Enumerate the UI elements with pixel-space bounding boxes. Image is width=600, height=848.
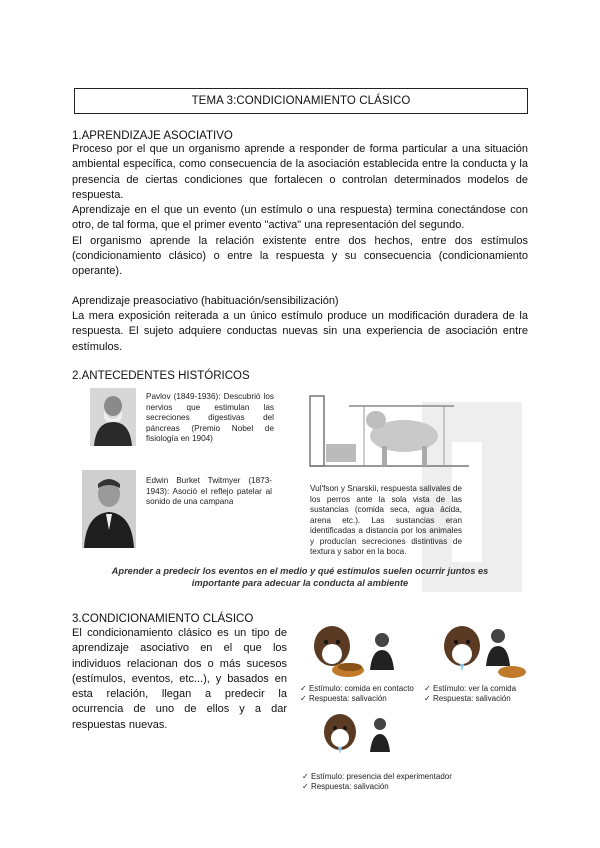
twitmyer-text: Edwin Burket Twitmyer (1873-1943): Asoció el reflejo patelar al sonido de una campana (146, 476, 272, 506)
fig2-stimulus: ✓ Estímulo: ver la comida (424, 684, 517, 693)
page-title: TEMA 3:CONDICIONAMIENTO CLÁSICO (74, 88, 528, 114)
section3-para: El condicionamiento clásico es un tipo de aprendizaje asociativo en el que los individuos relacionan dos o más sucesos (estímulos, eventos, etc...), y basados en esta relación, llegan a predecir la ocurrencia de uno de ellos y a dar respuestas nuevas. (72, 627, 287, 731)
fig1-bullets (300, 684, 414, 704)
twitmyer-photo-icon (82, 470, 136, 548)
section1-para3: El organismo aprende la relación existente entre dos hechos, entre dos estímulos (condicionamiento clásico) o entre la respuesta y su consecuencia (condicionamiento operante). (72, 234, 528, 278)
fig1-stimulus: ✓ Estímulo: comida en contacto (300, 684, 414, 693)
fig3-stimulus: ✓ Estímulo: presencia del experimentador (302, 772, 452, 781)
conditioning-figures (300, 622, 530, 798)
historic-figure (72, 382, 528, 596)
pavlov-photo-icon (90, 388, 136, 446)
section1-para2: Aprendizaje en el que un evento (un estímulo o una respuesta) termina conectándose con otro, de tal forma, que el primer evento "activa" una representación del segundo. (72, 204, 528, 232)
caption-line2: importante para adecuar la conducta al ambiente (191, 577, 409, 588)
section3-heading: 3.CONDICIONAMIENTO CLÁSICO (72, 613, 254, 625)
section1-para1: Proceso por el que un organismo aprende a responder de forma particular a una situación ambiental específica, como consecuencia de la asociación establecida entre la conducta y la presencia de ciertas condiciones que fortalecen o controlan determinados modelos de respuesta. (72, 143, 528, 201)
section1-body (72, 142, 528, 280)
fig2-response: ✓ Respuesta: salivación (424, 694, 511, 703)
dog-apparatus-illustration (304, 386, 474, 476)
fig1-response: ✓ Respuesta: salivación (300, 694, 387, 703)
wulfson-text: Vul'fson y Snarskii, respuesta salivales de los perros ante la sola vista de las sustancias (comida seca, agua ácida, arena etc.). Las sustancias eran identificadas a distancia por los animales y producían secreciones distintivas de textura y sabor en la boca. (310, 484, 462, 556)
section1-heading: 1.APRENDIZAJE ASOCIATIVO (72, 130, 233, 142)
section1-para4: La mera exposición reiterada a un único estímulo produce un modificación duradera de la respuesta. El sujeto adquiere conductas nuevas sin una experiencia de asociación entre estímulos. (72, 310, 528, 353)
dog-food-illustration-1 (308, 622, 398, 684)
dog-experimenter-illustration (318, 710, 398, 756)
fig3-response: ✓ Respuesta: salivación (302, 782, 389, 791)
fig3-bullets (302, 772, 452, 792)
twitmyer-portrait (82, 470, 136, 548)
pavlov-text: Pavlov (1849-1936): Descubrió los nervios que estimulan las secreciones digestivas del páncreas (Premio Nobel de fisiología en 1904) (146, 392, 274, 443)
section2-heading: 2.ANTECEDENTES HISTÓRICOS (72, 370, 250, 382)
figure-caption (72, 566, 528, 589)
section1-subheading: Aprendizaje preasociativo (habituación/sensibilización) (72, 295, 339, 307)
dog-food-illustration-2 (440, 622, 530, 684)
fig2-bullets (424, 684, 516, 704)
caption-line1: Aprender a predecir los eventos en el medio y qué estímulos suelen ocurrir juntos es (111, 566, 489, 576)
pavlov-portrait (90, 388, 136, 446)
